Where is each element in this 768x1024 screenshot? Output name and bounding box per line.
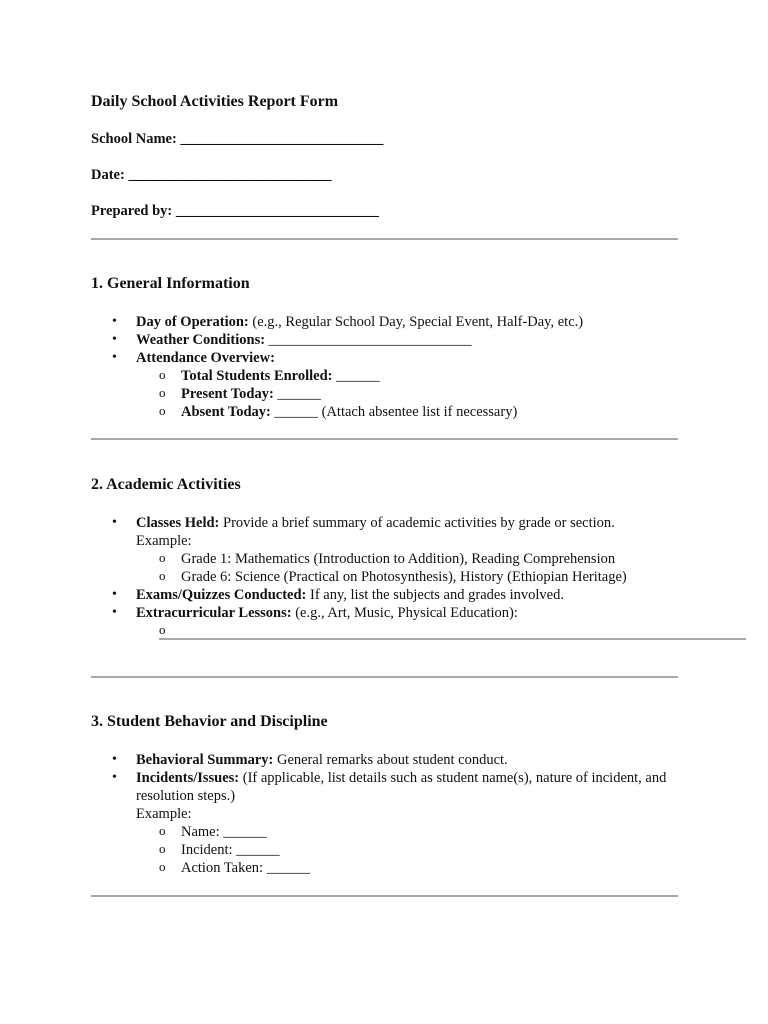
general-information-list: [91, 313, 678, 421]
sub-list-item: o Grade 6: Science (Practical on Photosynthesis), History (Ethiopian Heritage): [136, 568, 678, 586]
academic-activities-list: [91, 514, 678, 640]
absent-today-label: Absent Today:: [181, 404, 271, 420]
section-heading-academic-activities: 2. Academic Activities: [91, 476, 241, 493]
sub-list-item: o Action Taken: ______: [136, 859, 678, 877]
list-item: [91, 313, 678, 331]
incidents-issues-label: Incidents/Issues:: [136, 770, 240, 786]
absent-today-text: ______ (Attach absentee list if necessary): [270, 404, 518, 420]
sub-list-item: o Grade 1: Mathematics (Introduction to Addition), Reading Comprehension: [136, 550, 678, 568]
list-item: [91, 604, 678, 640]
horizontal-divider: [91, 238, 678, 240]
horizontal-divider: [91, 438, 678, 440]
present-today-blank: ______: [273, 386, 321, 402]
sub-list-item: [136, 403, 678, 421]
total-enrolled-blank: ______: [332, 368, 380, 384]
sub-list-item: o Name: ______: [136, 823, 678, 841]
attendance-overview-label: Attendance Overview:: [136, 350, 275, 366]
horizontal-divider: [91, 895, 678, 897]
list-item: [91, 331, 678, 349]
classes-held-text: Provide a brief summary of academic activities by grade or section.: [219, 515, 615, 531]
school-name-field: School Name: ____________________________: [91, 131, 384, 147]
section-heading-general-information: 1. General Information: [91, 275, 250, 292]
present-today-label: Present Today:: [181, 386, 274, 402]
extracurricular-text: (e.g., Art, Music, Physical Education):: [291, 605, 518, 621]
horizontal-divider: [91, 676, 678, 678]
list-item: [91, 514, 678, 586]
page-title: Daily School Activities Report Form: [91, 93, 339, 110]
classes-held-label: Classes Held:: [136, 515, 220, 531]
example-label: Example:: [136, 806, 192, 822]
sub-list-item: [136, 385, 678, 403]
list-item: [91, 349, 678, 421]
exams-quizzes-label: Exams/Quizzes Conducted:: [136, 587, 307, 603]
extracurricular-label: Extracurricular Lessons:: [136, 605, 292, 621]
attendance-sublist: [136, 367, 678, 421]
student-behavior-list: [91, 751, 678, 877]
day-of-operation-text: (e.g., Regular School Day, Special Event, Half-Day, etc.): [248, 314, 584, 330]
total-enrolled-label: Total Students Enrolled:: [181, 368, 333, 384]
incident-example-sublist: [136, 823, 678, 877]
day-of-operation-label: Day of Operation:: [136, 314, 249, 330]
sub-list-item: [136, 367, 678, 385]
behavioral-summary-text: General remarks about student conduct.: [273, 752, 508, 768]
incidents-issues-text: (If applicable, list details such as student name(s), nature of incident, and resolution steps.): [136, 770, 667, 804]
list-item: [91, 751, 678, 769]
extracurricular-entry-line: [159, 638, 746, 640]
classes-example-sublist: [136, 550, 678, 586]
list-item: [91, 769, 678, 877]
weather-conditions-label: Weather Conditions:: [136, 332, 266, 348]
behavioral-summary-label: Behavioral Summary:: [136, 752, 274, 768]
exams-quizzes-text: If any, list the subjects and grades involved.: [306, 587, 564, 603]
example-label: Example:: [136, 533, 192, 549]
weather-conditions-blank: ____________________________: [265, 332, 472, 348]
sub-list-item: o Incident: ______: [136, 841, 678, 859]
section-heading-student-behavior: 3. Student Behavior and Discipline: [91, 713, 328, 730]
list-item: [91, 586, 678, 604]
prepared-by-field: Prepared by: ____________________________: [91, 203, 379, 219]
date-field: Date: ____________________________: [91, 167, 332, 183]
